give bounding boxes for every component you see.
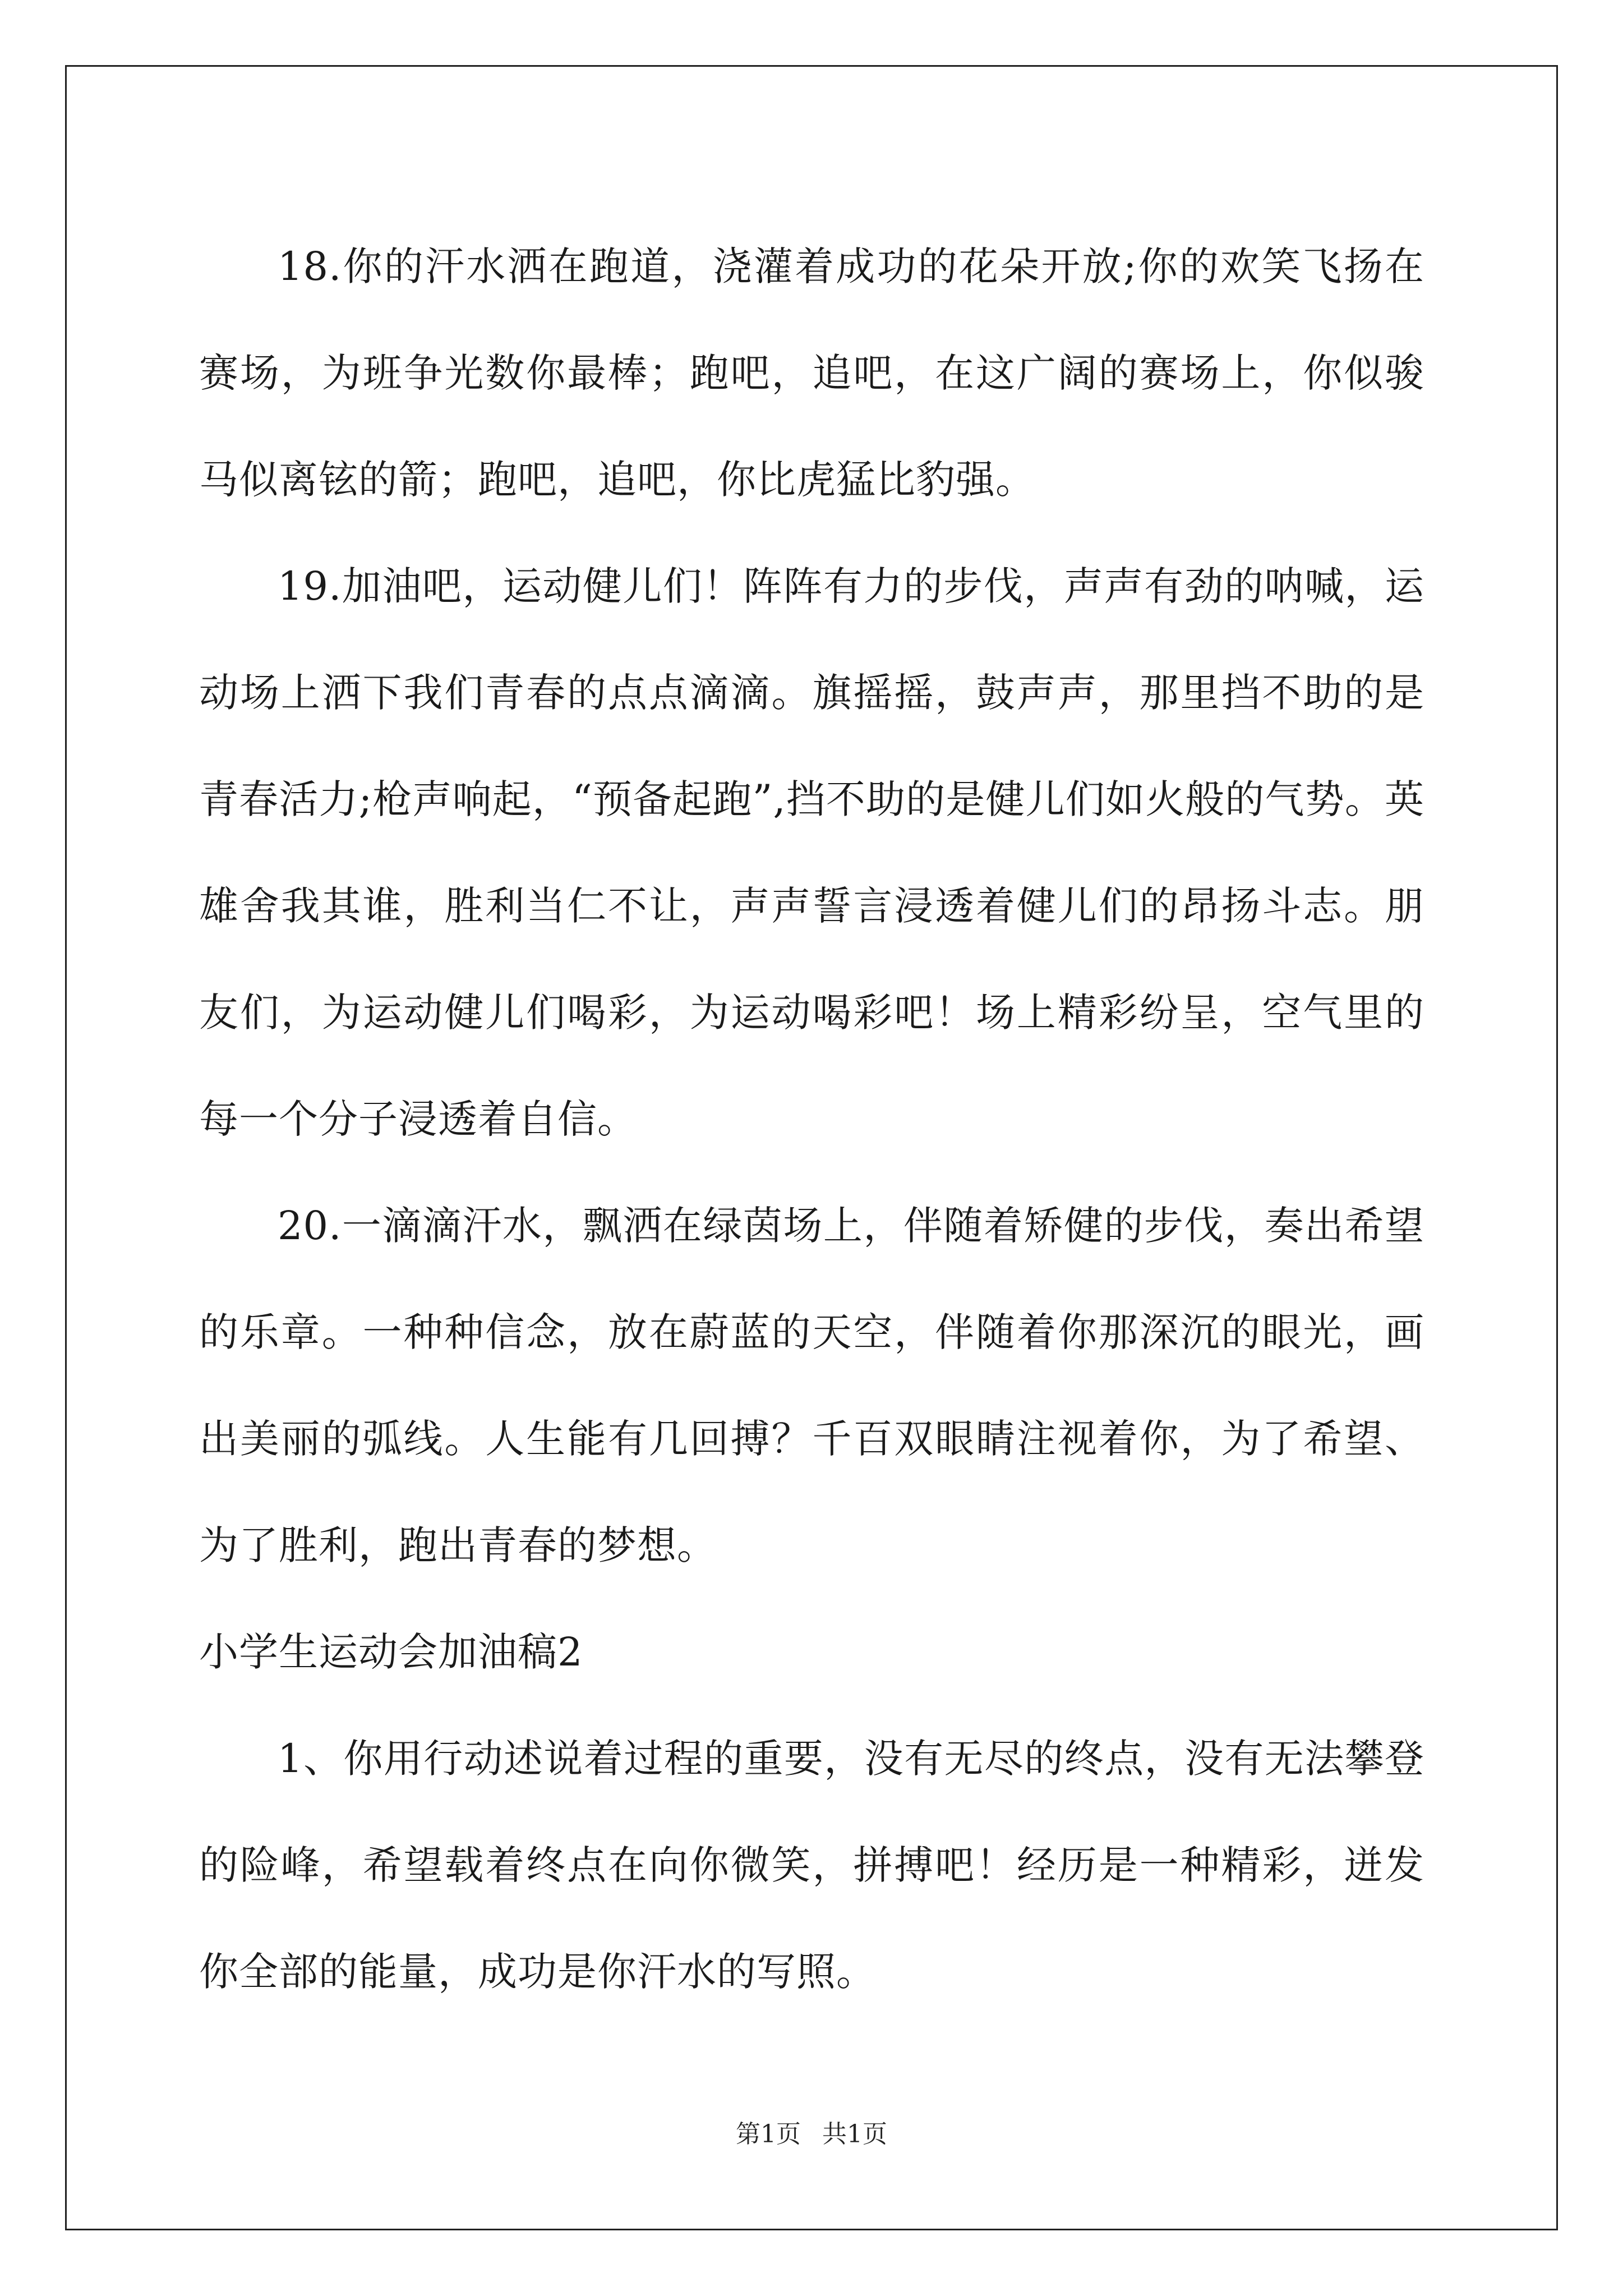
section-heading: 小学生运动会加油稿2 (199, 1629, 583, 1675)
page-number-current: 第1页 (736, 2120, 801, 2148)
page-footer (0, 2118, 1623, 2151)
section-paragraph-1: 1、你用行动述说着过程的重要，没有无尽的终点，没有无法攀登的险峰，希望载着终点在向你微笑，拼搏吧！经历是一种精彩，迸发你全部的能量，成功是你汗水的写照。 (199, 1736, 1424, 1995)
document-body (199, 213, 1424, 2025)
page-number-total: 共1页 (822, 2120, 887, 2148)
paragraph-20: 20.一滴滴汗水，飘洒在绿茵场上，伴随着矫健的步伐，奏出希望的乐章。一种种信念，放在蔚蓝的天空，伴随着你那深沉的眼光，画出美丽的弧线。人生能有几回搏？千百双眼睛注视着你，为了希望、为了胜利，跑出青春的梦想。 (199, 1203, 1424, 1568)
paragraph-18: 18.你的汗水洒在跑道，浇灌着成功的花朵开放;你的欢笑飞扬在赛场，为班争光数你最棒；跑吧，追吧，在这广阔的赛场上，你似骏马似离铉的箭；跑吧，追吧，你比虎猛比豹强。 (199, 243, 1424, 503)
paragraph-19: 19.加油吧，运动健儿们！阵阵有力的步伐，声声有劲的呐喊，运动场上洒下我们青春的点点滴滴。旗摇摇，鼓声声，那里挡不助的是青春活力;枪声响起，“预备起跑”,挡不助的是健儿们如火般的气势。英雄舍我其谁，胜利当仁不让，声声誓言浸透着健儿们的昂扬斗志。朋友们，为运动健儿们喝彩，为运动喝彩吧！场上精彩纷呈，空气里的每一个分子浸透着自信。 (199, 563, 1424, 1142)
